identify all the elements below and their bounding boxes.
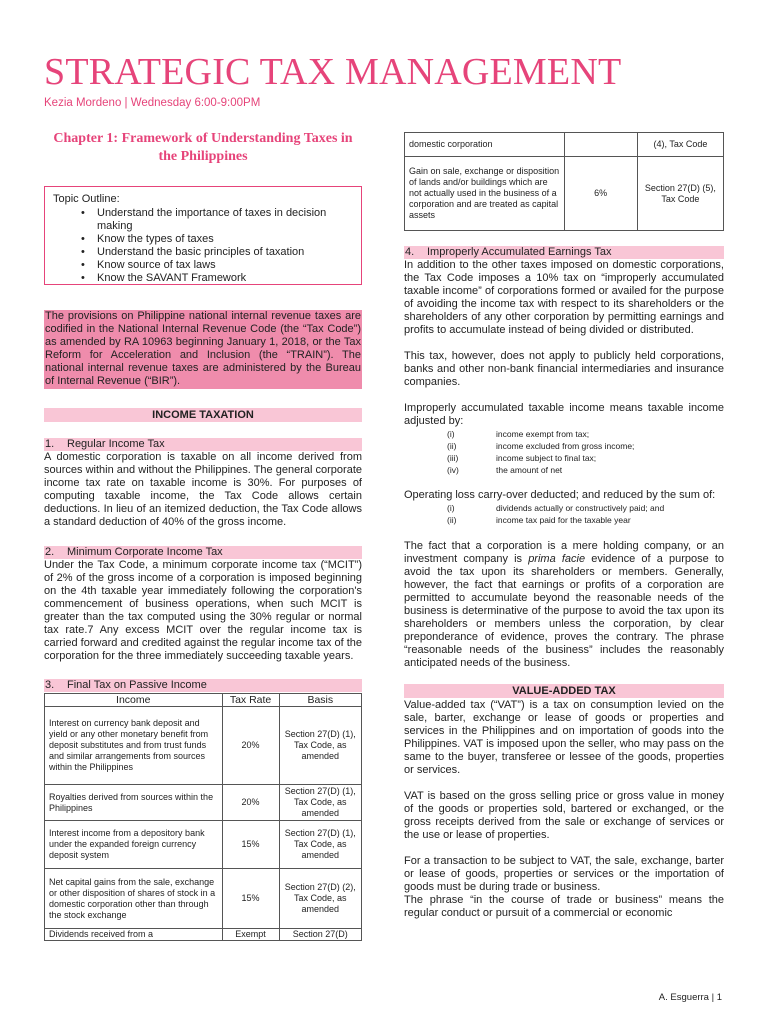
page-footer: A. Esguerra | 1 xyxy=(658,992,722,1003)
table-row: Dividends received from a Exempt Section 27(D) xyxy=(45,929,362,941)
regular-income-tax-text: A domestic corporation is taxable on all income derived from sources within and without the Philippines. The general corporate income tax rate on taxable income is 30%. For purposes of computing taxable income, the Tax Code allows certain deductions. In lieu of an itemized deduction, the Tax Code allows a standard deduction of 40% of the gross income. xyxy=(44,451,362,528)
right-column xyxy=(404,132,724,920)
iaet-paragraph-4: Operating loss carry-over deducted; and reduced by the sum of: xyxy=(404,489,716,501)
list-item: (iv) the amount of net xyxy=(447,465,563,475)
column-header: Income xyxy=(45,694,223,707)
chapter-title: Chapter 1: Framework of Understanding Taxes in the Philippines xyxy=(53,131,353,164)
document-title: STRATEGIC TAX MANAGEMENT xyxy=(44,51,622,93)
list-item: • Understand the importance of taxes in decision making xyxy=(53,207,353,233)
mcit-text: Under the Tax Code, a minimum corporate income tax (“MCIT”) of 2% of the gross income of a corporation is imposed beginning on the 4th taxable year immediately following the corporation's commencement of business operations, when such MCIT is greater than the tax computed using the 30% regular or normal tax rate.7 Any excess MCIT over the regular income tax is carried forward and credited against the regular income tax of the corporation for the three immediately succeeding taxable years. xyxy=(44,559,362,662)
section-heading-regular-income-tax: 1. Regular Income Tax xyxy=(44,438,362,451)
column-header: Basis xyxy=(279,694,361,707)
income-taxation-heading: INCOME TAXATION xyxy=(44,408,362,422)
iaet-paragraph-1: In addition to the other taxes imposed on domestic corporations, the Tax Code imposes a 10% tax on “improperly accumulated taxable income” of corporations formed or availed for the purpose of avoiding the income tax with respect to its shareholders or the shareholders of any other corporation by permitting earnings and profits to accumulate instead of being divided or distributed. xyxy=(404,259,724,336)
column-header: Tax Rate xyxy=(222,694,279,707)
table-header-row xyxy=(45,694,362,707)
table-row: Royalties derived from sources within the Philippines 20% Section 27(D) (1), Tax Code, as amended xyxy=(45,785,362,821)
iaet-paragraph-2: This tax, however, does not apply to publicly held corporations, banks and other non-bank financial intermediaries and insurance companies. xyxy=(404,350,724,388)
final-tax-table xyxy=(44,693,362,941)
list-item: • Know the SAVANT Framework xyxy=(53,272,353,285)
list-item: (ii) income excluded from gross income; xyxy=(447,441,635,451)
topic-outline-list xyxy=(53,207,353,285)
list-item: (iii) income subject to final tax; xyxy=(447,453,597,463)
section-heading-final-tax: 3. Final Tax on Passive Income xyxy=(44,679,362,692)
reduction-list xyxy=(404,502,724,526)
intro-paragraph: The provisions on Philippine national internal revenue taxes are codified in the National Internal Revenue Code (the “Tax Code”) as amended by RA 10963 beginning January 1, 2018, or the Tax Reform for Acceleration and Inclusion (the “TRAIN”). The national internal revenue taxes are administered by the Bureau of Internal Revenue (“BIR”). xyxy=(45,310,361,387)
left-column xyxy=(44,130,362,941)
list-item: • Understand the basic principles of taxation xyxy=(53,246,353,259)
iaet-paragraph-3: Improperly accumulated taxable income means taxable income adjusted by: xyxy=(404,402,724,427)
topic-outline-heading: Topic Outline: xyxy=(53,193,120,205)
table-row: Gain on sale, exchange or disposition of lands and/or buildings which are not actually used in the business of a corporation and are treated as capital assets 6% Section 27(D) (5), Tax Code xyxy=(405,157,724,231)
table-row: Net capital gains from the sale, exchange or other disposition of shares of stock in a domestic corporation other than through the stock exchange 15% Section 27(D) (2), Tax Code, as amended xyxy=(45,869,362,929)
table-row: domestic corporation (4), Tax Code xyxy=(405,133,724,157)
adjustment-list xyxy=(404,428,724,476)
section-heading-mcit: 2. Minimum Corporate Income Tax xyxy=(44,546,362,559)
vat-paragraph-3: For a transaction to be subject to VAT, the sale, exchange, barter or lease of goods, properties or services or the importation of goods must be during trade or business. xyxy=(404,855,724,893)
topic-outline-box xyxy=(44,186,362,285)
list-item: (i) income exempt from tax; xyxy=(447,429,590,439)
vat-paragraph-4: The phrase “in the course of trade or business” means the regular conduct or pursuit of a commercial or economic xyxy=(404,894,724,919)
table-row: Interest on currency bank deposit and yield or any other monetary benefit from deposit substitutes and from trust funds and similar arrangements from sources within the Philippines 20% Section 27(D) (1), Tax Code, as amended xyxy=(45,707,362,785)
list-item: • Know source of tax laws xyxy=(53,259,353,272)
vat-paragraph-1: Value-added tax (“VAT”) is a tax on consumption levied on the sale, barter, exchange or lease of goods or properties and services in the Philippines and on importation of goods into the Philippines. VAT is imposed upon the seller, who may pass on the same to the buyer, transferee or lessee of the goods, properties or services. xyxy=(404,699,724,776)
list-item: (ii) income tax paid for the taxable year xyxy=(447,515,631,525)
vat-heading: VALUE-ADDED TAX xyxy=(404,684,724,698)
iaet-paragraph-5: The fact that a corporation is a mere holding company, or an investment company is prima facie evidence of a purpose to avoid the tax upon its shareholders or members. Generally, however, the fact that earnings or profits of a corporation are permitted to accumulate beyond the reasonable needs of the business is determinative of the purpose to avoid the tax upon its shareholders or members unless the corporation, by clear preponderance of evidence, proves the contrary. The phrase “reasonable needs of the business” includes the reasonably anticipated needs of the business. xyxy=(404,540,725,669)
final-tax-table-continued xyxy=(404,132,724,231)
vat-paragraph-2: VAT is based on the gross selling price or gross value in money of the goods or properties sold, bartered or exchanged, or the gross receipts derived from the sale or exchange of services or the use or lease of properties. xyxy=(404,790,724,841)
document-subtitle: Kezia Mordeno | Wednesday 6:00-9:00PM xyxy=(44,97,261,109)
list-item: (i) dividends actually or constructively paid; and xyxy=(447,503,665,513)
list-item: • Know the types of taxes xyxy=(53,233,353,246)
table-row: Interest income from a depository bank under the expanded foreign currency deposit system 15% Section 27(D) (1), Tax Code, as amended xyxy=(45,821,362,869)
section-heading-iaet: 4. Improperly Accumulated Earnings Tax xyxy=(404,246,724,259)
